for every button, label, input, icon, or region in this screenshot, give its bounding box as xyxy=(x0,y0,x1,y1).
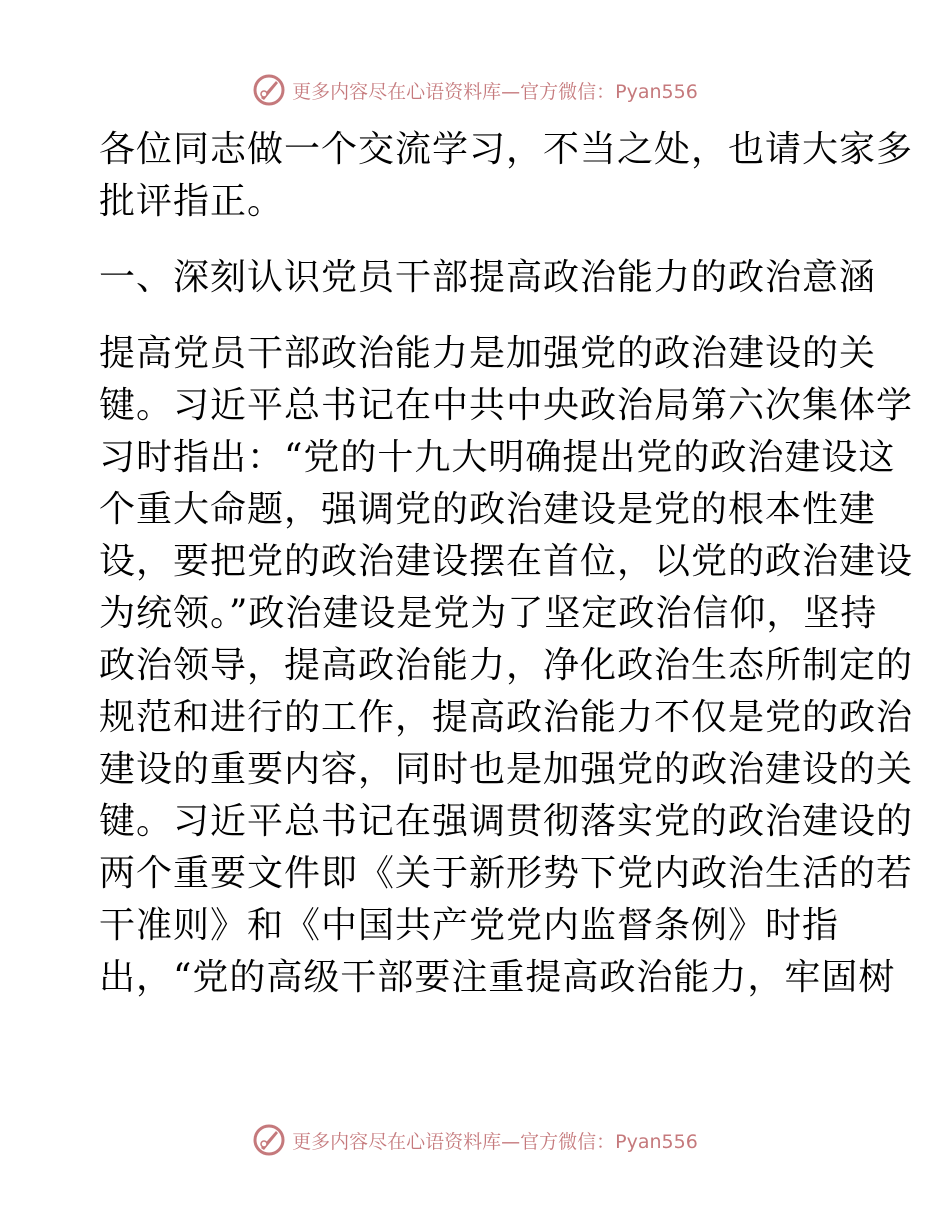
text-line: 个重大命题，强调党的政治建设是党的根本性建 xyxy=(99,489,877,530)
quill-logo-icon xyxy=(252,1123,286,1157)
footer-watermark xyxy=(0,1120,950,1160)
text-line: 建设的重要内容，同时也是加强党的政治建设的关 xyxy=(99,749,914,790)
text-line: 习时指出：“党的十九大明确提出党的政治建设这 xyxy=(99,437,896,478)
text-line: 提高党员干部政治能力是加强党的政治建设的关 xyxy=(99,333,877,374)
text-line: 键。习近平总书记在中共中央政治局第六次集体学 xyxy=(99,385,914,426)
text-line: 两个重要文件即《关于新形势下党内政治生活的若 xyxy=(99,853,914,894)
watermark-text: 更多内容尽在心语资料库—官方微信：Pyan556 xyxy=(292,80,698,103)
text-line: 设，要把党的政治建设摆在首位，以党的政治建设 xyxy=(99,541,914,582)
text-line: 规范和进行的工作，提高政治能力不仅是党的政治 xyxy=(99,697,914,738)
text-line: 出，“党的高级干部要注重提高政治能力，牢固树 xyxy=(99,957,896,998)
quill-logo-icon xyxy=(252,73,286,107)
text-line: 各位同志做一个交流学习，不当之处，也请大家多 xyxy=(99,129,914,170)
text-line: 为统领。”政治建设是党为了坚定政治信仰，坚持 xyxy=(99,593,878,634)
section-heading: 一、深刻认识党员干部提高政治能力的政治意涵 xyxy=(99,257,877,298)
header-watermark xyxy=(0,70,950,110)
document-body xyxy=(99,124,914,1004)
text-line: 键。习近平总书记在强调贯彻落实党的政治建设的 xyxy=(99,801,914,842)
watermark-text: 更多内容尽在心语资料库—官方微信：Pyan556 xyxy=(292,1130,698,1153)
text-line: 干准则》和《中国共产党党内监督条例》时指 xyxy=(99,905,840,946)
text-line: 政治领导，提高政治能力，净化政治生态所制定的 xyxy=(99,645,914,686)
text-line: 批评指正。 xyxy=(99,181,285,222)
